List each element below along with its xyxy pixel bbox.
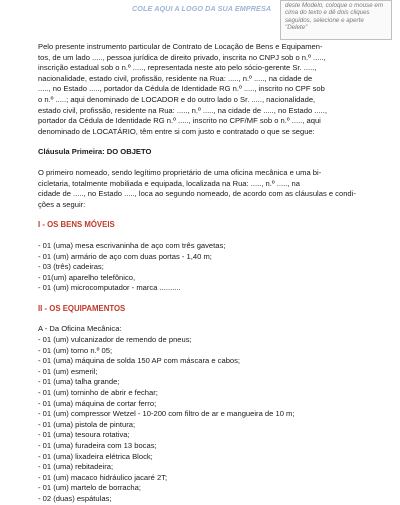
list-item: - 01 (uma) tesoura rotativa; — [38, 430, 130, 440]
intro-line: estado civil, profissão, residente na Rua: ....., n.º ....., na cidade de ....., no Estado ....., — [38, 105, 327, 115]
list-item: - 01 (um) esmeril; — [38, 366, 98, 376]
list-item: - 02 (duas) espátulas; — [38, 493, 112, 503]
document-body — [38, 42, 368, 505]
bens-moveis-list — [38, 241, 368, 294]
list-item: - 01 (um) microcomputador - marca .......... — [38, 283, 181, 293]
list-item: - 01 (um) compressor Wetzel - 10-200 com filtro de ar e mangueira de 10 m; — [38, 409, 295, 419]
list-item: - 01 (uma) talha grande; — [38, 377, 120, 387]
list-item: - 01 (uma) pistola de pintura; — [38, 419, 136, 429]
list-item: - 01 (uma) máquina de solda 150 AP com máscara e cabos; — [38, 356, 241, 366]
clause-prefix: Cláusula Primeira: — [38, 147, 107, 157]
intro-line: tos, de um lado ....., pessoa jurídica de direito privado, inscrita no CNPJ sob o n.º ....., — [38, 52, 326, 62]
list-item: - 01 (uma) máquina de cortar ferro; — [38, 398, 157, 408]
section-title-bens-moveis: I - OS BENS MÓVEIS — [38, 220, 115, 230]
list-item: - 01 (um) armário de aço com duas portas - 1,40 m; — [38, 251, 212, 261]
object-paragraph — [38, 168, 368, 210]
list-item: - 01 (uma) rebitadeira; — [38, 462, 114, 472]
list-item: - 01 (um) macaco hidráulico jacaré 2T; — [38, 472, 168, 482]
list-item: - 01 (uma) furadeira com 13 bocas; — [38, 441, 157, 450]
list-item: - 03 (três) cadeiras; — [38, 262, 104, 272]
logo-placeholder: COLE AQUI A LOGO DA SUA EMPRESA — [132, 4, 272, 13]
list-item: - 01 (um) martelo de borracha; — [38, 483, 141, 493]
intro-line: Pelo presente instrumento particular de Contrato de Locação de Bens e Equipamen- — [38, 42, 323, 51]
object-line: cicletaria, totalmente mobiliada e equipada, localizada na Rua: ....., n.º ....., na — [38, 178, 300, 188]
clause-heading — [38, 147, 368, 158]
object-line: ções a seguir: — [38, 199, 86, 209]
object-line: O primeiro nomeado, sendo legítimo proprietário de uma oficina mecânica e uma bi- — [38, 167, 322, 177]
intro-line: ....., no Estado ....., portador da Cédula de Identidade RG n.º ....., inscrito no CPF sob — [38, 84, 325, 94]
section-title-equipamentos: II - OS EQUIPAMENTOS — [38, 303, 126, 313]
object-line: cidade de ....., no Estado ....., loca ao segundo nomeado, de acordo com as cláusulas e condi- — [38, 189, 356, 199]
list-item: - 01 (um) vulcanizador de remendo de pneus; — [38, 335, 192, 345]
intro-line: denominado de LOCATÁRIO, têm entre si com justo e contratado o que se segue: — [38, 126, 315, 136]
list-item: - 01 (um) torno n.º 05; — [38, 345, 113, 355]
instruction-tip-box: deste Modelo, coloque o mouse em cima do texto e dê dois cliques seguidos, selecione e aperte "Delete" — [280, 0, 392, 40]
clause-title: DO OBJETO — [106, 147, 152, 157]
intro-line: o n.º .....; aqui denominado de LOCADOR e do outro lado o Sr. ....., nacionalidade, — [38, 94, 316, 104]
intro-line: nacionalidade, estado civil, profissão, residente na Rua: ....., n.º ....., na cidade de — [38, 73, 313, 83]
list-item: - 01 (um) torninho de abrir e fechar; — [38, 388, 158, 398]
list-item: - 01 (uma) lixadeira elétrica Block; — [38, 451, 153, 461]
list-item: - 01(um) aparelho telefônico, — [38, 272, 136, 282]
intro-paragraph — [38, 42, 368, 137]
equipamentos-list — [38, 335, 368, 505]
intro-line: portador da Cédula de Identidade RG n.º ....., inscrito no CPF/MF sob o n.º ....., aqui — [38, 116, 321, 126]
list-item: - 01 (uma) mesa escrivaninha de aço com três gavetas; — [38, 240, 226, 250]
subsection-title: A - Da Oficina Mecânica: — [38, 324, 122, 334]
intro-line: inscrição estadual sob o n.º ....., representada neste ato pelo sócio-gerente Sr. ....., — [38, 63, 317, 73]
